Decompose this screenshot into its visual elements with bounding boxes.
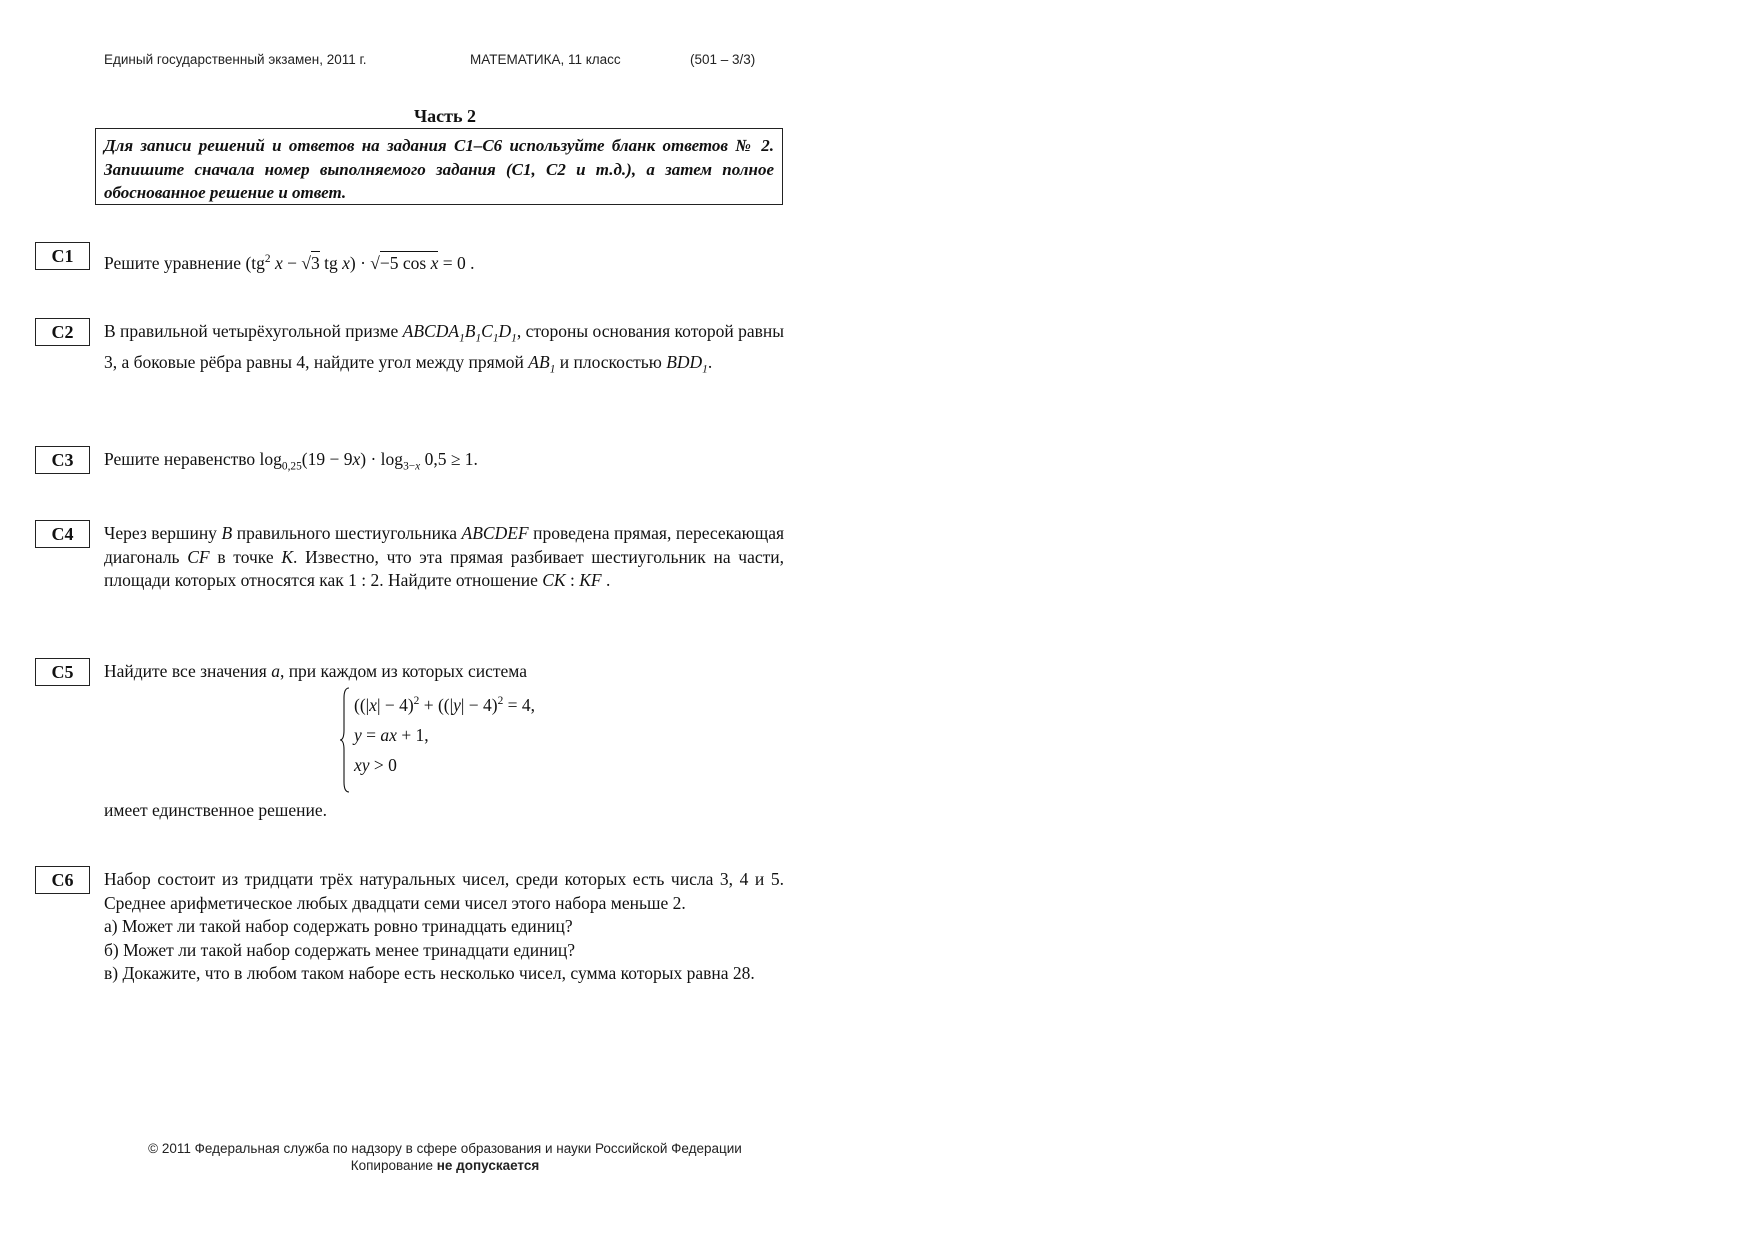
task-c3: Решите неравенство $\log_{0,25}(19 - 9x) \cdot \log_{3-x} 0,5 \ge 1$. xyxy=(104,449,478,473)
task-c1 xyxy=(104,248,784,275)
task-c1-text: Решите уравнение xyxy=(104,252,242,273)
task-c2: В правильной четырёхугольной призме $ABCDA_1B_1C_1D_1$, стороны основания которой равны 3, а боковые рёбра равны 4, найдите угол между прямой $AB_1$ и плоскостью $BDD_1$. xyxy=(104,321,784,376)
system-eq1: ($(|x| - 4)^2 + ((|y| - 4)^2 = 4$, xyxy=(354,694,536,715)
task-label-c2: C2 xyxy=(35,318,90,346)
task-c4: Через вершину B правильного шестиугольника ABCDEF проведена прямая, пересекающая диагональ CF в точке K. Известно, что эта прямая разбивает шестиугольник на части, площади которых относятся как 1 : 2. Найдите отношение CK : KF . xyxy=(104,523,785,590)
task-c3-formula: $\log_{0,25}(19 - 9x) \cdot \log_{3-x} 0,5 \ge 1$. xyxy=(259,449,478,473)
task-c5: Найдите все значения a, при каждом из которых система xyxy=(104,661,528,681)
task-c1-formula: ($tg^2$ x − √3 tg x) · √−5 cos x = 0 . xyxy=(245,252,475,273)
footer-copyright: © 2011 Федеральная служба по надзору в сфере образования и науки Российской Федерации xyxy=(148,1141,742,1156)
task-c5-tail: имеет единственное решение. xyxy=(104,800,327,820)
task-c5-system xyxy=(340,686,535,780)
task-c6-line: Набор состоит из тридцати трёх натуральных чисел, среди которых есть числа 3, 4 и 5. Среднее арифметическое любых двадцати семи чисел этого набора меньше 2. xyxy=(104,869,784,913)
task-c6 xyxy=(104,868,784,986)
system-eq3: xy > 0 xyxy=(354,754,397,775)
system-brace xyxy=(340,686,350,794)
system-eq2: y = ax + 1, xyxy=(354,724,429,745)
header-subject: МАТЕМАТИКА, 11 класс xyxy=(470,52,621,67)
header-page-code: (501 – 3/3) xyxy=(690,52,756,67)
part-title: Часть 2 xyxy=(413,106,477,126)
instruction-box: Для записи решений и ответов на задания С1–С6 используйте бланк ответов № 2. Запишите сначала номер выполняемого задания (С1, С2 и т.д.), а затем полное обоснованное решение и ответ. xyxy=(95,128,783,205)
task-label-c3: C3 xyxy=(35,446,90,474)
footer-copy-notice: Копирование не допускается xyxy=(350,1158,540,1173)
header-exam-name: Единый государственный экзамен, 2011 г. xyxy=(104,52,367,67)
task-c6-line: а) Может ли такой набор содержать ровно тринадцать единиц? xyxy=(104,916,573,936)
task-c6-line: в) Докажите, что в любом таком наборе есть несколько чисел, сумма которых равна 28. xyxy=(104,963,755,983)
task-label-c4: C4 xyxy=(35,520,90,548)
task-label-c5: C5 xyxy=(35,658,90,686)
task-c6-line: б) Может ли такой набор содержать менее тринадцати единиц? xyxy=(104,939,576,960)
task-label-c1: C1 xyxy=(35,242,90,270)
task-label-c6: C6 xyxy=(35,866,90,894)
footer xyxy=(110,1140,780,1174)
